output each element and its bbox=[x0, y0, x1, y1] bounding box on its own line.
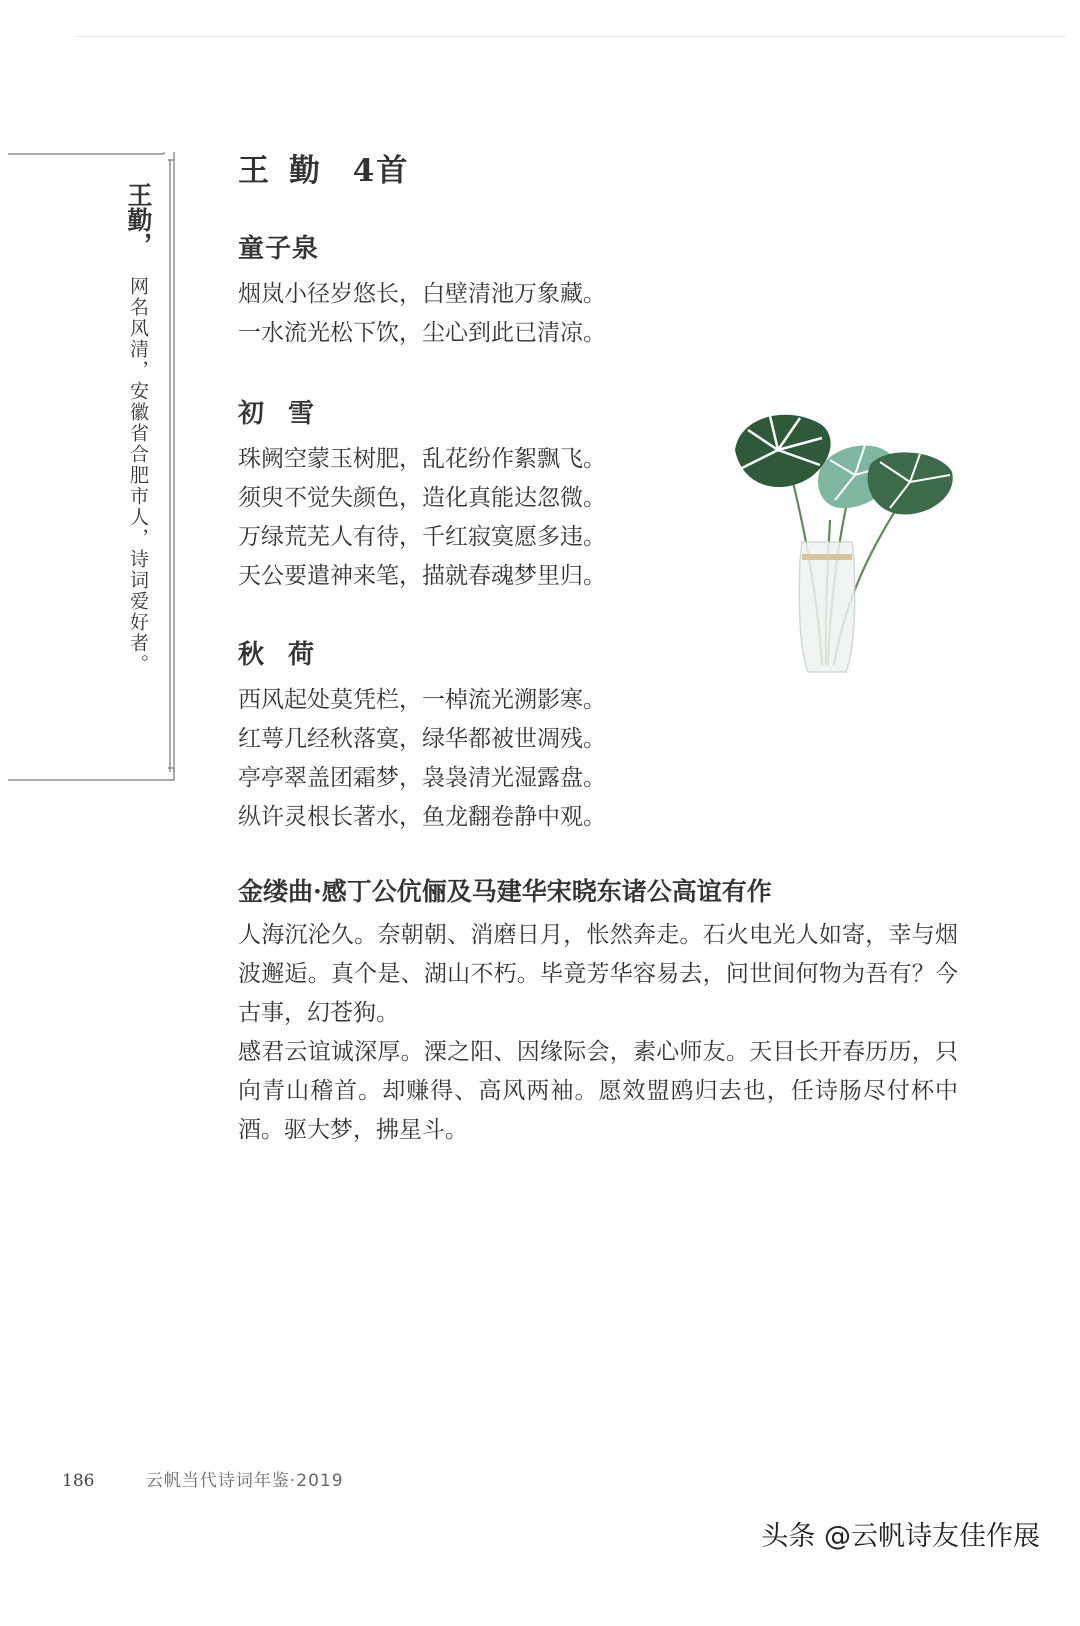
bio-author-name: 王勤， bbox=[124, 182, 153, 257]
poem-line: 珠阙空蒙玉树肥，乱花纷作絮飘飞。 bbox=[238, 446, 606, 472]
poem-line: 纵许灵根长著水，鱼龙翻卷静中观。 bbox=[238, 804, 606, 830]
ci-paragraph: 人海沉沦久。奈朝朝、消磨日月，怅然奔走。石火电光人如寄，幸与烟波邂逅。真个是、湖山不朽。毕竟芳华容易去，问世间何物为吾有？今古事，幻苍狗。 bbox=[238, 922, 958, 1026]
ci-paragraph: 感君云谊诚深厚。溧之阳、因缘际会，素心师友。天目长开春历历，只向青山稽首。却赚得、高风两袖。愿效盟鸥归去也，任诗肠尽付杯中酒。驱大梦，拂星斗。 bbox=[238, 1039, 958, 1143]
watermark: 头条 @云帆诗友佳作展 bbox=[761, 1521, 1040, 1552]
top-rule bbox=[76, 36, 1066, 37]
author-bio-box bbox=[8, 152, 182, 803]
poem-3 bbox=[238, 634, 606, 837]
author-bio bbox=[120, 182, 156, 782]
poem-line: 万绿荒芜人有待，千红寂寞愿多违。 bbox=[238, 524, 606, 550]
poem-title: 初雪 bbox=[238, 399, 339, 429]
poem-line: 西风起处莫凭栏，一棹流光溯影寒。 bbox=[238, 687, 606, 713]
poem-line: 红萼几经秋落寞，绿华都被世凋残。 bbox=[238, 726, 606, 752]
poem-line: 须臾不觉失颜色，造化真能达忽微。 bbox=[238, 485, 606, 511]
poem-count: 4首 bbox=[352, 153, 410, 189]
poem-line: 天公要遣神来笔，描就春魂梦里归。 bbox=[238, 563, 606, 589]
ci-poem bbox=[238, 872, 958, 1150]
ci-title: 金缕曲·感丁公伉俪及马建华宋晓东诸公高谊有作 bbox=[238, 877, 772, 906]
page-footer bbox=[62, 1466, 344, 1491]
author-name: 王勤 bbox=[238, 153, 340, 189]
bio-description: 网名风清，安徽省合肥市人，诗词爱好者。 bbox=[127, 276, 149, 675]
poem-1 bbox=[238, 228, 606, 353]
monstera-vase-illustration bbox=[730, 410, 960, 680]
poem-line: 烟岚小径岁悠长，白壁清池万象藏。 bbox=[238, 281, 606, 307]
author-heading bbox=[238, 145, 409, 190]
page-number: 186 bbox=[62, 1471, 95, 1491]
poem-title: 秋荷 bbox=[238, 640, 339, 670]
poem-line: 亭亭翠盖团霜梦，袅袅清光湿露盘。 bbox=[238, 765, 606, 791]
poem-2 bbox=[238, 393, 606, 596]
poem-title: 童子泉 bbox=[238, 234, 320, 264]
book-title: 云帆当代诗词年鉴·2019 bbox=[145, 1471, 344, 1491]
poem-line: 一水流光松下饮，尘心到此已清凉。 bbox=[238, 320, 606, 346]
